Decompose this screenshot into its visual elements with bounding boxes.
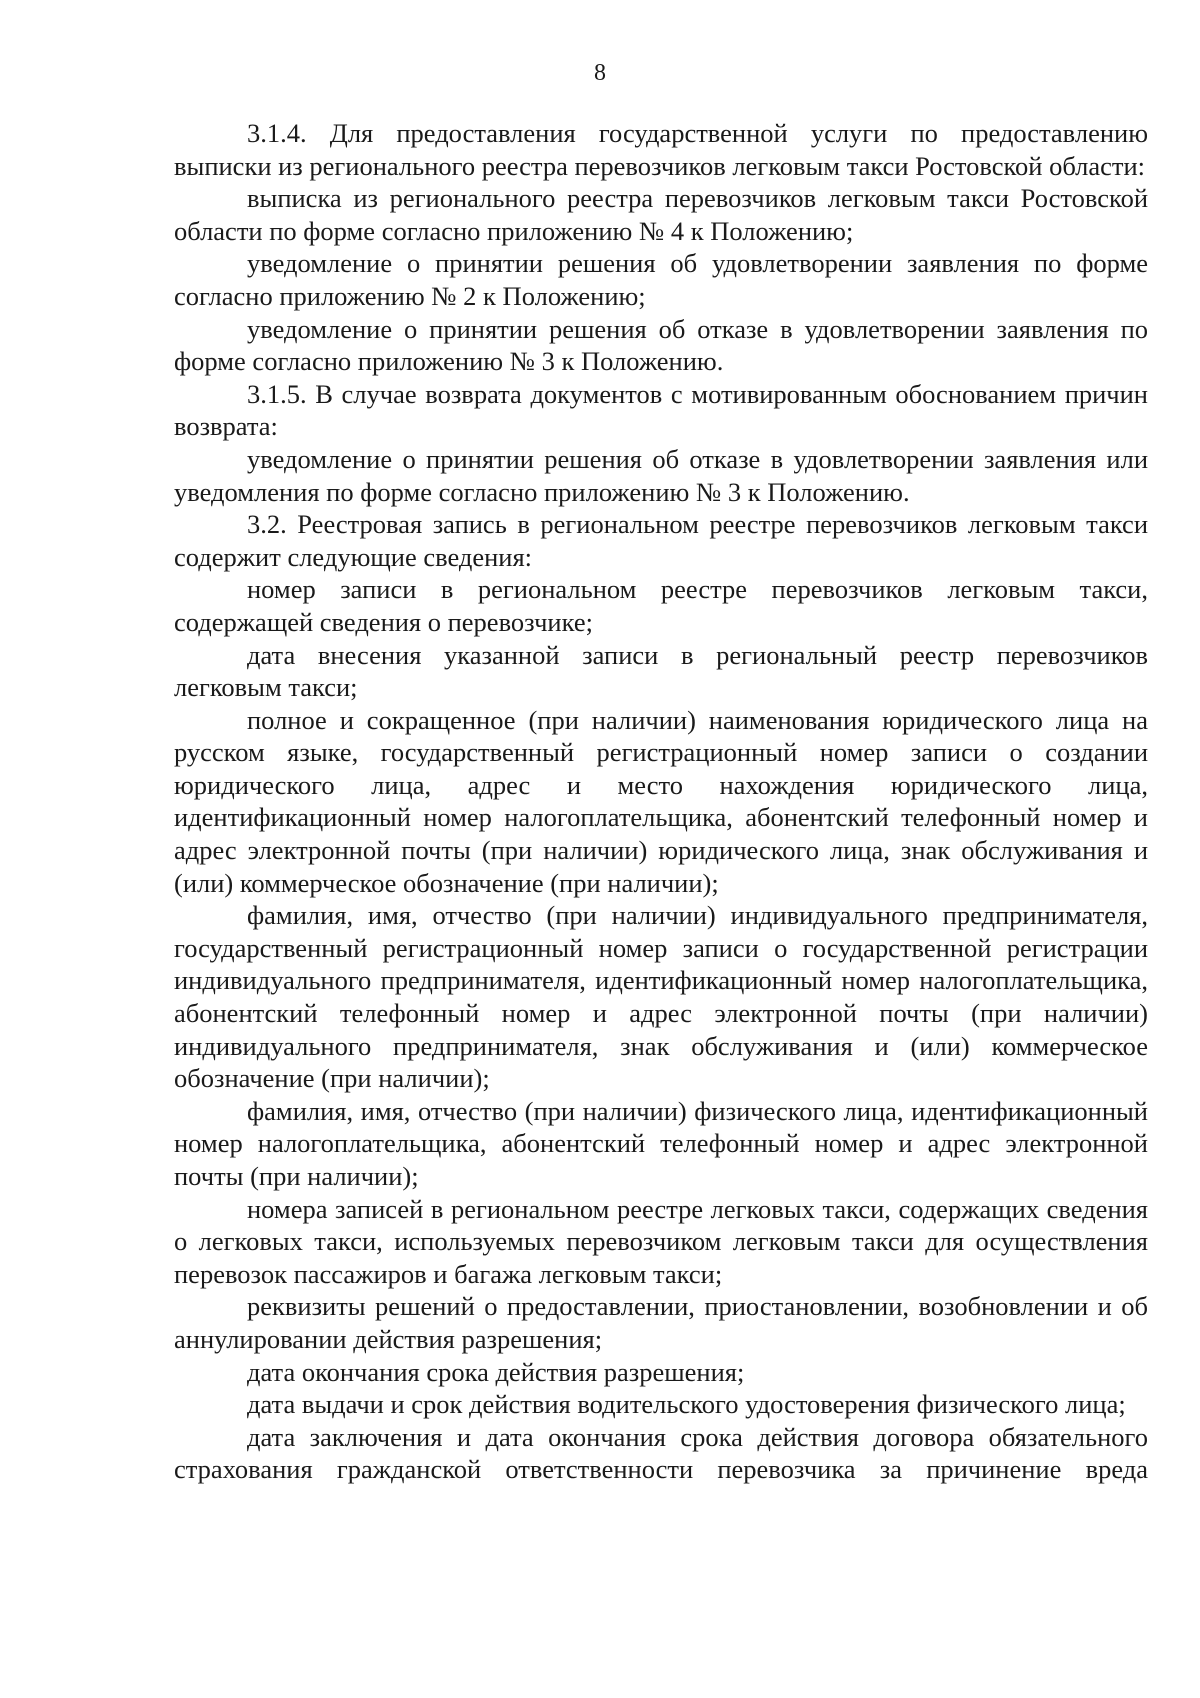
paragraph-legal-entity: полное и сокращенное (при наличии) наименования юридического лица на русском языке, государственный регистрационный номер записи о создании юридического лица, адрес и место нахождения юридического лица, идентификационный номер налогоплательщика, абонентский телефонный номер и адрес электронной почты (при наличии) юридического лица, знак обслуживания и (или) коммерческое обозначение (при наличии); — [174, 704, 1148, 898]
paragraph-3-2: 3.2. Реестровая запись в региональном реестре перевозчиков легковым такси содержит следующие сведения: — [174, 509, 1148, 572]
document-body — [174, 117, 1148, 1486]
paragraph-notice-refusal-return: уведомление о принятии решения об отказе в удовлетворении заявления или уведомления по форме согласно приложению № 3 к Положению. — [174, 443, 1148, 507]
paragraph-driver-license: дата выдачи и срок действия водительского удостоверения физического лица; — [247, 1389, 1126, 1420]
paragraph-permit-decisions: реквизиты решений о предоставлении, приостановлении, возобновлении и об аннулировании действия разрешения; — [174, 1291, 1148, 1354]
paragraph-3-1-5: 3.1.5. В случае возврата документов с мотивированным обоснованием причин возврата: — [174, 378, 1148, 442]
paragraph-entrepreneur: фамилия, имя, отчество (при наличии) индивидуального предпринимателя, государственный регистрационный номер записи о государственной регистрации индивидуального предпринимателя, идентификационный номер налогоплательщика, абонентский телефонный номер и адрес электронной почты (при наличии) индивидуального предпринимателя, знак обслуживания и (или) коммерческое обозначение (при наличии); — [174, 900, 1148, 1094]
paragraph-record-date: дата внесения указанной записи в региональный реестр перевозчиков легковым такси; — [174, 639, 1148, 703]
paragraph-3-1-4: 3.1.4. Для предоставления государственной услуги по предоставлению выписки из регионального реестра перевозчиков легковым такси Ростовской области: — [174, 118, 1148, 181]
paragraph-insurance-contract: дата заключения и дата окончания срока действия договора обязательного страхования гражданской ответственности перевозчика за причинение вреда — [174, 1421, 1148, 1485]
page-number: 8 — [594, 60, 606, 86]
paragraph-notice-refusal: уведомление о принятии решения об отказе в удовлетворении заявления по форме согласно приложению № 3 к Положению. — [174, 313, 1148, 377]
paragraph-permit-expiry: дата окончания срока действия разрешения; — [247, 1356, 745, 1387]
paragraph-extract-form: выписка из регионального реестра перевозчиков легковым такси Ростовской области по форме согласно приложению № 4 к Положению; — [174, 183, 1148, 246]
paragraph-record-number: номер записи в региональном реестре перевозчиков легковым такси, содержащей сведения о перевозчике; — [174, 574, 1148, 637]
paragraph-taxi-records: номера записей в региональном реестре легковых такси, содержащих сведения о легковых такси, используемых перевозчиком легковым такси для осуществления перевозок пассажиров и багажа легковым такси; — [174, 1193, 1148, 1289]
paragraph-notice-approval: уведомление о принятии решения об удовлетворении заявления по форме согласно приложению № 2 к Положению; — [174, 248, 1148, 311]
paragraph-individual: фамилия, имя, отчество (при наличии) физического лица, идентификационный номер налогоплательщика, абонентский телефонный номер и адрес электронной почты (при наличии); — [174, 1095, 1148, 1191]
